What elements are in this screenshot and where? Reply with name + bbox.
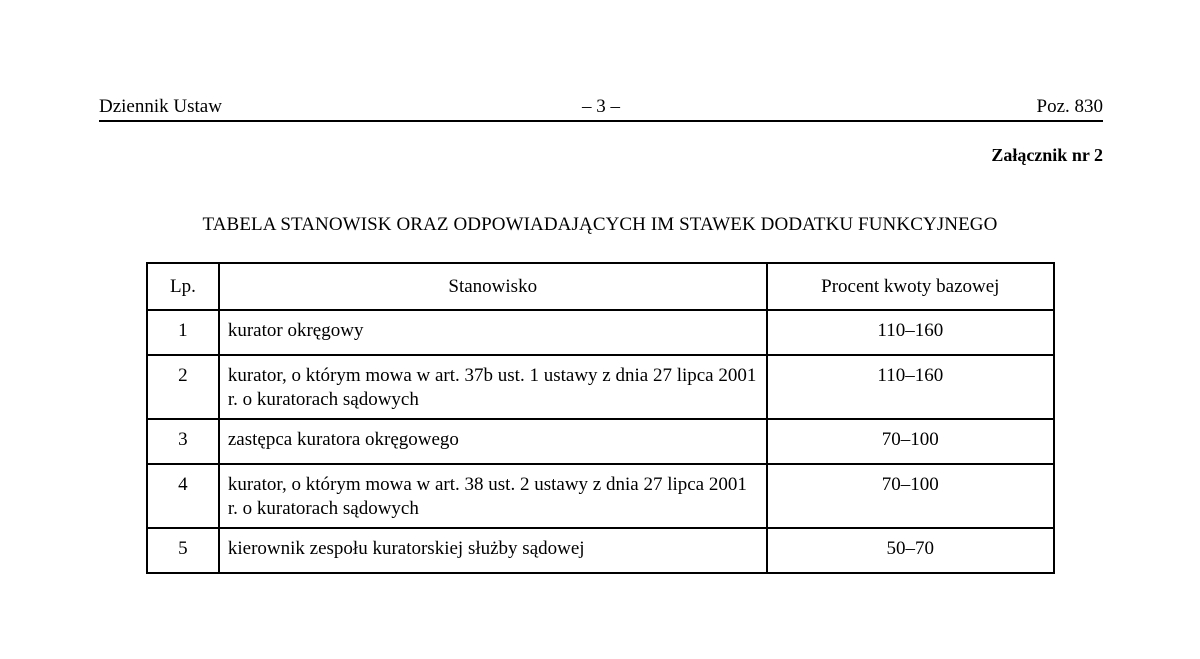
positions-table — [146, 262, 1055, 574]
table-row — [147, 355, 1054, 419]
position-number: Poz. 830 — [1036, 96, 1103, 117]
page-header — [99, 94, 1103, 122]
row-number: 1 — [147, 310, 219, 355]
row-percent: 110–160 — [767, 310, 1054, 355]
row-position: kurator, o którym mowa w art. 38 ust. 2 ustawy z dnia 27 lipca 2001 r. o kuratorach sądowych — [219, 464, 767, 528]
table-header-row — [147, 263, 1054, 310]
journal-name: Dziennik Ustaw — [99, 96, 222, 117]
row-percent: 50–70 — [767, 528, 1054, 573]
column-header-lp: Lp. — [147, 263, 219, 310]
page-number: – 3 – — [582, 96, 620, 117]
row-number: 3 — [147, 419, 219, 464]
table-row — [147, 464, 1054, 528]
table-row — [147, 419, 1054, 464]
column-header-percent: Procent kwoty bazowej — [767, 263, 1054, 310]
column-header-position: Stanowisko — [219, 263, 767, 310]
row-number: 4 — [147, 464, 219, 528]
document-title: TABELA STANOWISK ORAZ ODPOWIADAJĄCYCH IM STAWEK DODATKU FUNKCYJNEGO — [202, 214, 998, 235]
row-percent: 110–160 — [767, 355, 1054, 419]
row-number: 5 — [147, 528, 219, 573]
row-percent: 70–100 — [767, 419, 1054, 464]
table-row — [147, 528, 1054, 573]
row-position: zastępca kuratora okręgowego — [219, 419, 767, 464]
row-position: kurator, o którym mowa w art. 37b ust. 1 ustawy z dnia 27 lipca 2001 r. o kuratorach sądowych — [219, 355, 767, 419]
row-position: kierownik zespołu kuratorskiej służby sądowej — [219, 528, 767, 573]
annex-label: Załącznik nr 2 — [991, 145, 1103, 165]
table-row — [147, 310, 1054, 355]
row-percent: 70–100 — [767, 464, 1054, 528]
row-number: 2 — [147, 355, 219, 419]
row-position: kurator okręgowy — [219, 310, 767, 355]
